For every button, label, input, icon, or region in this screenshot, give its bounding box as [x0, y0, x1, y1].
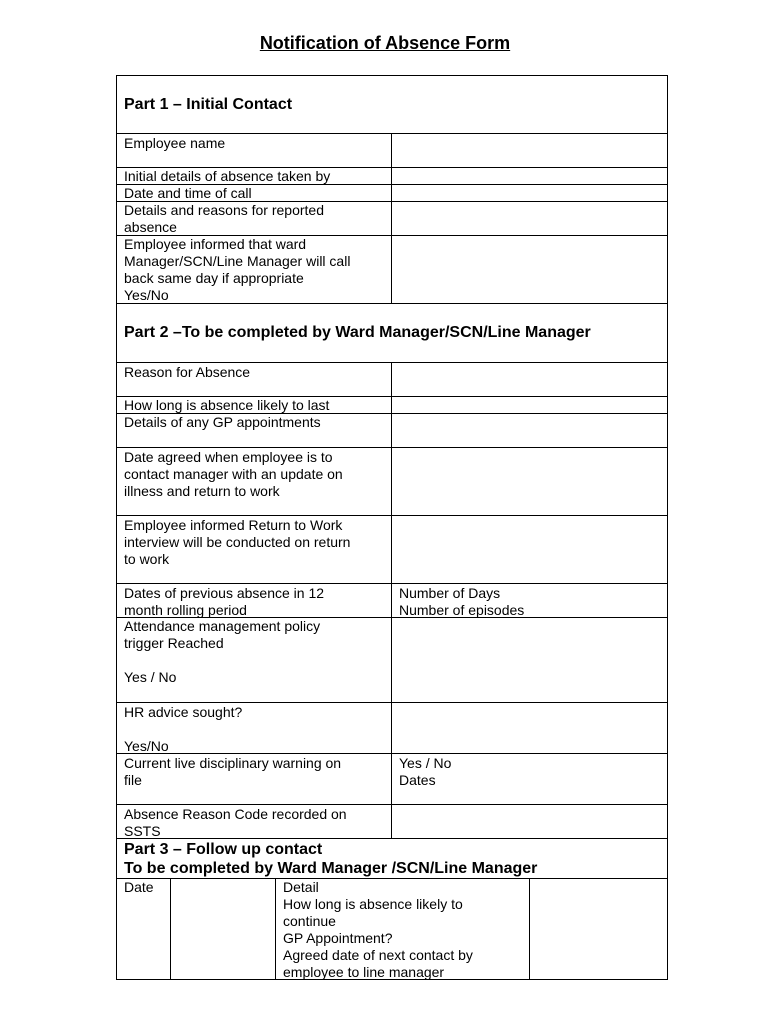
field-label: Details of any GP appointments — [117, 414, 392, 447]
absence-reason-field[interactable] — [392, 363, 667, 396]
table-row — [117, 584, 667, 618]
gp-appointments-field[interactable] — [392, 414, 667, 447]
absence-form — [116, 75, 668, 980]
follow-up-date-field[interactable] — [171, 879, 276, 979]
part3-heading — [117, 839, 667, 879]
table-row — [117, 703, 667, 754]
table-row — [117, 805, 667, 839]
taken-by-field[interactable] — [392, 168, 667, 184]
part3-heading-line2: To be completed by Ward Manager /SCN/Line Manager — [124, 860, 538, 877]
field-label: Current live disciplinary warning on file — [117, 754, 392, 804]
field-label: Initial details of absence taken by — [117, 168, 392, 184]
field-label: Employee informed Return to Work interview will be conducted on return to work — [117, 516, 392, 583]
table-row — [117, 168, 667, 185]
field-label: Dates of previous absence in 12 month rolling period — [117, 584, 392, 617]
table-row — [117, 448, 667, 516]
hr-advice-field[interactable] — [392, 703, 667, 753]
field-label: Date agreed when employee is to contact manager with an update on illness and return to work — [117, 448, 392, 515]
table-row — [117, 236, 667, 304]
part1-heading: Part 1 – Initial Contact — [117, 76, 667, 134]
table-row — [117, 397, 667, 414]
part3-heading-line1: Part 3 – Follow up contact — [124, 841, 323, 858]
follow-up-date-label: Date — [117, 879, 171, 979]
update-date-field[interactable] — [392, 448, 667, 515]
reason-code-field[interactable] — [392, 805, 667, 838]
table-row — [117, 618, 667, 703]
table-row — [117, 516, 667, 584]
follow-up-detail-field[interactable] — [530, 879, 667, 979]
field-label: Employee name — [117, 134, 392, 167]
follow-up-detail-label: Detail How long is absence likely to continue GP Appointment? Agreed date of next contact by employee to line manager — [276, 879, 530, 979]
field-label: HR advice sought? Yes/No — [117, 703, 392, 753]
trigger-reached-field[interactable] — [392, 618, 667, 702]
table-row — [117, 363, 667, 397]
table-row — [117, 134, 667, 168]
table-row — [117, 754, 667, 805]
callback-informed-field[interactable] — [392, 236, 667, 303]
duration-field[interactable] — [392, 397, 667, 413]
field-label: Employee informed that ward Manager/SCN/Line Manager will call back same day if appropriate Yes/No — [117, 236, 392, 303]
previous-absence-field[interactable]: Number of Days Number of episodes — [399, 585, 525, 617]
rtw-interview-field[interactable] — [392, 516, 667, 583]
field-label: Date and time of call — [117, 185, 392, 201]
part2-heading: Part 2 –To be completed by Ward Manager/SCN/Line Manager — [117, 304, 667, 363]
disciplinary-warning-field[interactable]: Yes / No Dates — [399, 755, 452, 788]
field-label: Details and reasons for reported absence — [117, 202, 392, 235]
form-title: Notification of Absence Form — [259, 33, 511, 53]
table-row — [117, 414, 667, 448]
field-label: How long is absence likely to last — [117, 397, 392, 413]
table-row — [117, 185, 667, 202]
employee-name-field[interactable] — [392, 134, 667, 167]
call-datetime-field[interactable] — [392, 185, 667, 201]
field-label: Absence Reason Code recorded on SSTS — [117, 805, 392, 838]
reasons-field[interactable] — [392, 202, 667, 235]
follow-up-row — [117, 879, 667, 979]
table-row — [117, 202, 667, 236]
field-label: Attendance management policy trigger Reached Yes / No — [117, 618, 392, 702]
field-label: Reason for Absence — [117, 363, 392, 396]
